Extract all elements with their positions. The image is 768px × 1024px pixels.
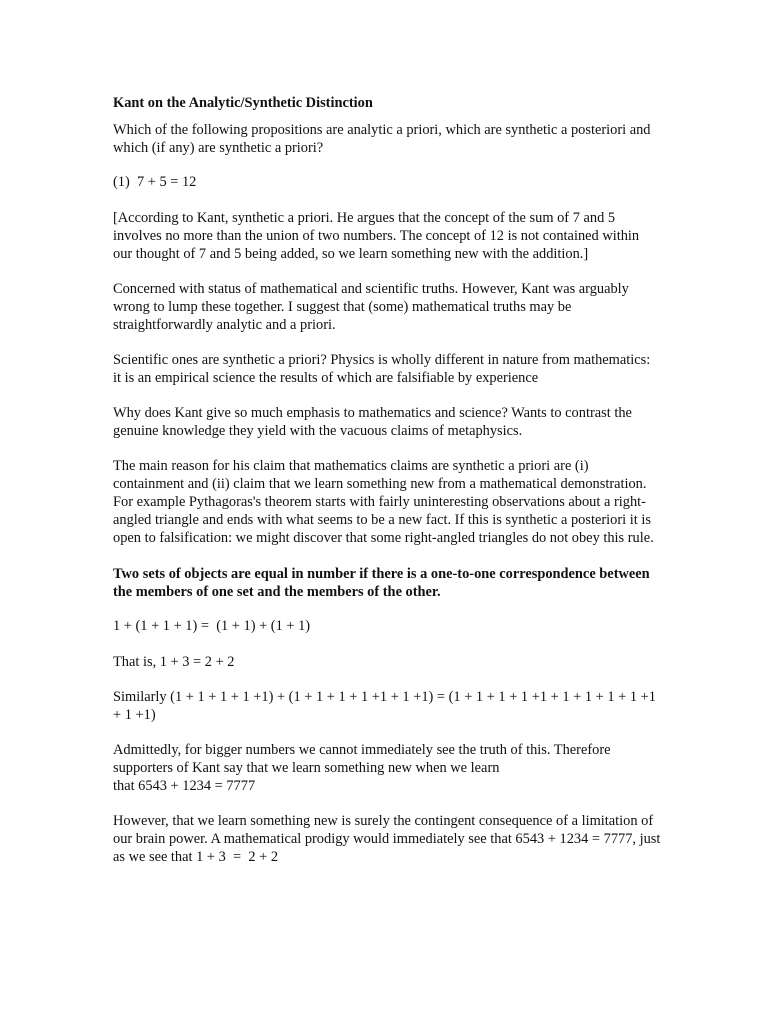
paragraph-admittedly-equation: that 6543 + 1234 = 7777 [113,778,256,794]
paragraph-kant-answer: [According to Kant, synthetic a priori. He argues that the concept of the sum of 7 and 5 involves no more than the union of two numbers. The concept of 12 is not contained within our thought of 7 and 5 being added, so we learn something new with the addition.] [113,210,640,262]
equation-line: 1 + (1 + 1 + 1) = (1 + 1) + (1 + 1) [113,618,311,634]
paragraph-main-reason: The main reason for his claim that mathematics claims are synthetic a priori are (i) containment and (ii) claim that we learn something new from a mathematical demonstration. For example Pythagoras's theorem starts with fairly uninteresting observations about a right-angled triangle and ends with what seems to be a new fact. If this is synthetic a posteriori it is open to falsification: we might discover that some right-angled triangles do not obey this rule. [113,458,654,546]
paragraph-intro: Which of the following propositions are analytic a priori, which are synthetic a posteriori and which (if any) are synthetic a priori? [113,122,651,156]
paragraph-similarly: Similarly (1 + 1 + 1 + 1 +1) + (1 + 1 + 1 + 1 +1 + 1 +1) = (1 + 1 + 1 + 1 +1 + 1 + 1 + 1 + 1 +1 + 1 +1) [113,689,656,723]
paragraph-admittedly-text: Admittedly, for bigger numbers we cannot immediately see the truth of this. Therefore supporters of Kant say that we learn something new when we learn [113,742,611,776]
document-title: Kant on the Analytic/Synthetic Distinction [113,95,373,111]
paragraph-emphasis: Why does Kant give so much emphasis to mathematics and science? Wants to contrast the genuine knowledge they yield with the vacuous claims of metaphysics. [113,405,632,439]
paragraph-equal-number-definition: Two sets of objects are equal in number if there is a one-to-one correspondence between the members of one set and the members of the other. [113,566,650,600]
paragraph-however: However, that we learn something new is surely the contingent consequence of a limitation of our brain power. A mathematical prodigy would immediately see that 6543 + 1234 = 7777, just as we see that 1 + 3 = 2 + 2 [113,813,664,865]
paragraph-scientific: Scientific ones are synthetic a priori? Physics is wholly different in nature from mathematics: it is an empirical science the results of which are falsifiable by experience [113,352,651,386]
paragraph-admittedly [113,741,661,795]
paragraph-status: Concerned with status of mathematical and scientific truths. However, Kant was arguably wrong to lump these together. I suggest that (some) mathematical truths may be straightforwardly analytic and a priori. [113,281,629,333]
paragraph-that-is: That is, 1 + 3 = 2 + 2 [113,654,235,670]
document-body [113,94,664,883]
proposition-1: (1) 7 + 5 = 12 [113,174,197,190]
